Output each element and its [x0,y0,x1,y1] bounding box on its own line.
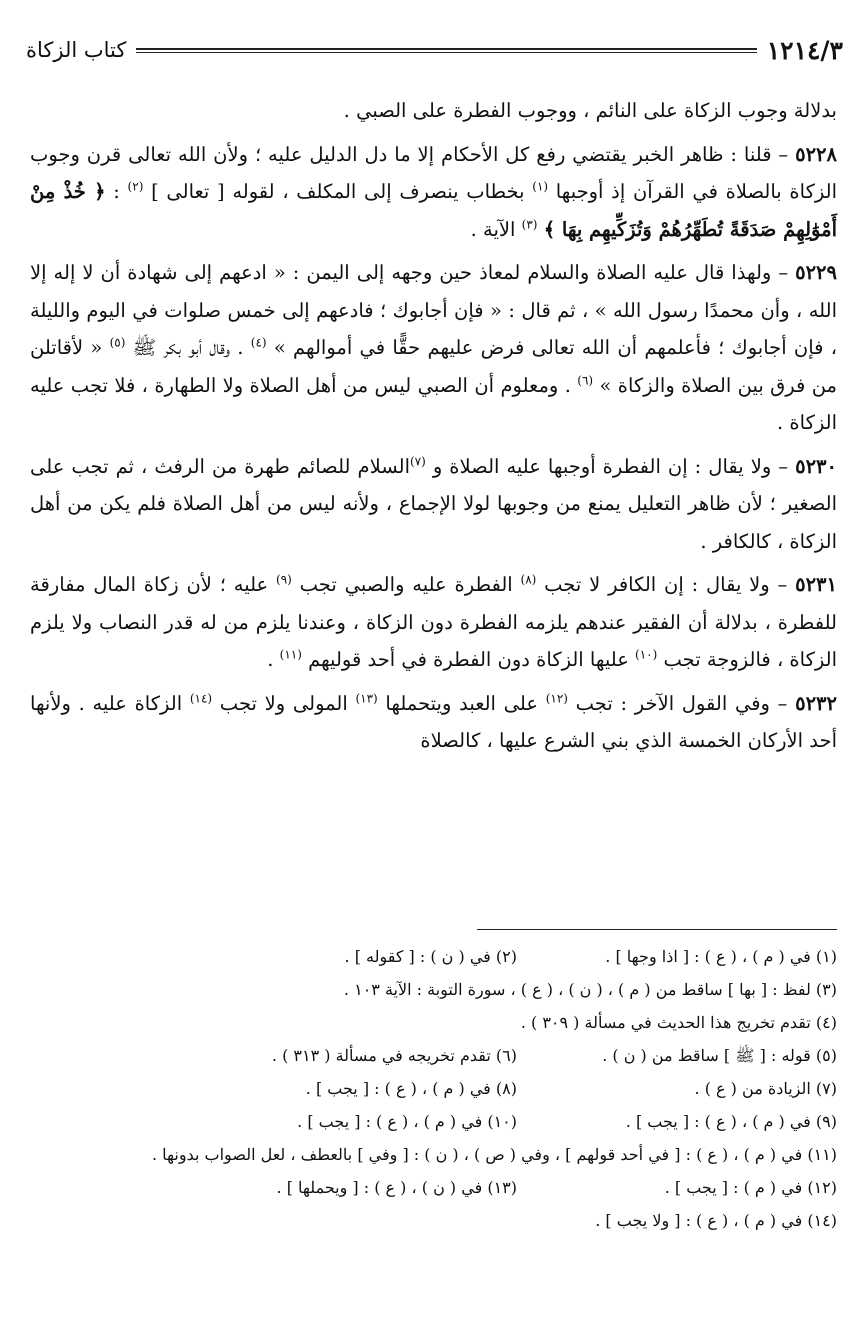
text-run: الآية . [470,217,522,241]
footnote: (١٢) في ( م ) : [ يجب ] . [664,1178,837,1197]
footnote: (٩) في ( م ) ، ( ع ) : [ يجب ] . [625,1112,837,1131]
footnote-row [30,1072,837,1105]
text-run: « لأقاتلن من فرق بين الصلاة والزكاة » [30,336,837,397]
issue-number: ٥٢٣١ [795,573,838,596]
page-header [26,30,843,70]
footnote: (٧) الزيادة من ( ع ) . [694,1079,837,1098]
footnote: (٤) تقدم تخريج هذا الحديث في مسألة ( ٣٠٩ ) . [520,1013,837,1032]
footnote: (٦) تقدم تخريجه في مسألة ( ٣١٣ ) . [271,1046,517,1065]
footnote-separator [477,929,837,930]
footnote-reference: (٣) [521,217,538,231]
text-run: . [267,648,280,671]
footnote-row [30,973,837,1006]
text-run: الفطرة عليه والصبي تجب [291,573,521,596]
footnote: (٣) لفظ : [ بها ] ساقط من ( م ) ، ( ن ) ، ( ع ) ، سورة التوبة : الآية ١٠٣ . [343,980,837,999]
main-text [30,92,837,766]
paragraph [30,92,837,130]
text-run: – ولا يقال : إن الفطرة أوجبها عليه الصلاة و [425,454,796,478]
footnote-row [30,1006,837,1039]
footnotes [30,940,837,1237]
footnote-reference: (١) [532,179,549,194]
page-number: ١٢١٤/٣ [766,35,843,65]
footnote-row [30,1204,837,1237]
paragraph [30,254,837,442]
footnote-reference: (٩) [276,572,292,587]
footnote: (٢) في ( ن ) : [ كقوله ] . [344,947,517,966]
issue-number: ٥٢٢٨ [795,142,837,166]
text-run: – ولا يقال : إن الكافر لا تجب [536,573,796,596]
text-run: – قلنا : ظاهر الخبر يقتضي رفع كل الأحكام إلا ما دل الدليل عليه ؛ ولأن الله تعالى قرن وجوب الزكاة بالصلاة في القرآن إذ أوجبها [30,142,837,203]
footnote-reference: (٦) [577,373,594,387]
text-run: . ومعلوم أن الصبي ليس من أهل الصلاة ولا الطهارة ، فلا تجب عليه الزكاة . [30,373,837,434]
issue-number: ٥٢٣٢ [795,691,837,715]
text-run: . وقال أبو بكر ﷺ [125,336,251,359]
footnote-reference: (٨) [520,572,537,587]
footnote-reference: (٢) [127,179,144,194]
footnote-row [30,1138,837,1171]
footnote-reference: (١٢) [545,691,568,705]
paragraph [30,566,837,679]
footnote-row [30,1171,837,1204]
footnote-row [30,940,837,973]
footnote-reference: (٤) [250,335,267,350]
text-run: – ولهذا قال عليه الصلاة والسلام لمعاذ حين وجهه إلى اليمن : « ادعهم إلى شهادة أن لا إله إلا الله ، وأن محمدًا رسول الله » ، ثم قال : « فإن أجابوك ؛ فادعهم إلى خمس صلوات في اليوم والليلة ، فإن أجابوك ؛ فأعلمهم أن الله تعالى فرض عليهم حقًّا في أموالهم » [30,261,837,359]
issue-number: ٥٢٢٩ [795,261,837,284]
issue-number: ٥٢٣٠ [795,454,837,478]
chapter-title: كتاب الزكاة [26,38,127,62]
footnote: (٨) في ( م ) ، ( ع ) : [ يجب ] . [305,1079,517,1098]
footnote-reference: (١٣) [355,691,378,705]
text-run: السلام للصائم طهرة من الرفث ، ثم تجب على الصغير ؛ لأن ظاهر التعليل يمنع من وجوبها لولا الإجماع ، ولأنه ليس من أهل الصلاة فلم يكن من أهل الزكاة ، كالكافر . [30,454,837,553]
text-run: على العبد ويتحملها [377,691,546,715]
quran-verse: ﴿ خُذْ مِنْ أَمْوَٰلِهِمْ صَدَقَةً تُطَهِّرُهُمْ وَتُزَكِّيهِم بِهَا ﴾ [30,180,837,241]
footnote: (١٤) في ( م ) ، ( ع ) : [ ولا يجب ] . [595,1211,837,1230]
footnote-reference: (١٤) [189,691,213,705]
footnote-reference: (٥) [109,335,126,350]
text-run: – وفي القول الآخر : تجب [567,691,796,715]
footnote: (٥) قوله : [ ﷺ ] ساقط من ( ن ) . [602,1046,837,1065]
text-run: المولى ولا تجب [212,691,356,715]
footnote-reference: (١١) [279,647,302,662]
text-run: : [105,180,128,203]
text-run: الزكاة عليه . ولأنها أحد الأركان الخمسة الذي بني الشرع عليها ، كالصلاة [30,691,837,752]
paragraph [30,685,837,760]
text-run: عليه ؛ لأن زكاة المال مفارقة للفطرة ، بدلالة أن الفقير عندهم يلزمه الفطرة دون الزكاة ، وعندنا يلزم من له قدر النصاب ولا يلزم الزكاة ، فالزوجة تجب [30,573,837,671]
footnote-row [30,1105,837,1138]
footnote: (١٠) في ( م ) ، ( ع ) : [ يجب ] . [297,1112,517,1131]
paragraph [30,136,837,249]
footnote: (١٣) في ( ن ) ، ( ع ) : [ ويحملها ] . [276,1178,517,1197]
footnote: (١) في ( م ) ، ( ع ) : [ اذا وجها ] . [605,947,837,966]
footnote-row [30,1039,837,1072]
text-run: بدلالة وجوب الزكاة على النائم ، ووجوب الفطرة على الصبي . [343,99,837,122]
footnote-reference: (٧) [409,454,426,468]
footnote: (١١) في ( م ) ، ( ع ) : [ في أحد قولهم ] ، وفي ( ص ) ، ( ن ) : [ وفي ] بالعطف ، لعل الصواب بدونها . [152,1145,837,1164]
text-run: بخطاب ينصرف إلى المكلف ، لقوله [ تعالى ] [143,180,533,203]
header-rule [136,48,756,53]
footnote-reference: (١٠) [635,647,658,662]
paragraph [30,448,837,561]
text-run: عليها الزكاة دون الفطرة في أحد قوليهم [301,648,636,671]
